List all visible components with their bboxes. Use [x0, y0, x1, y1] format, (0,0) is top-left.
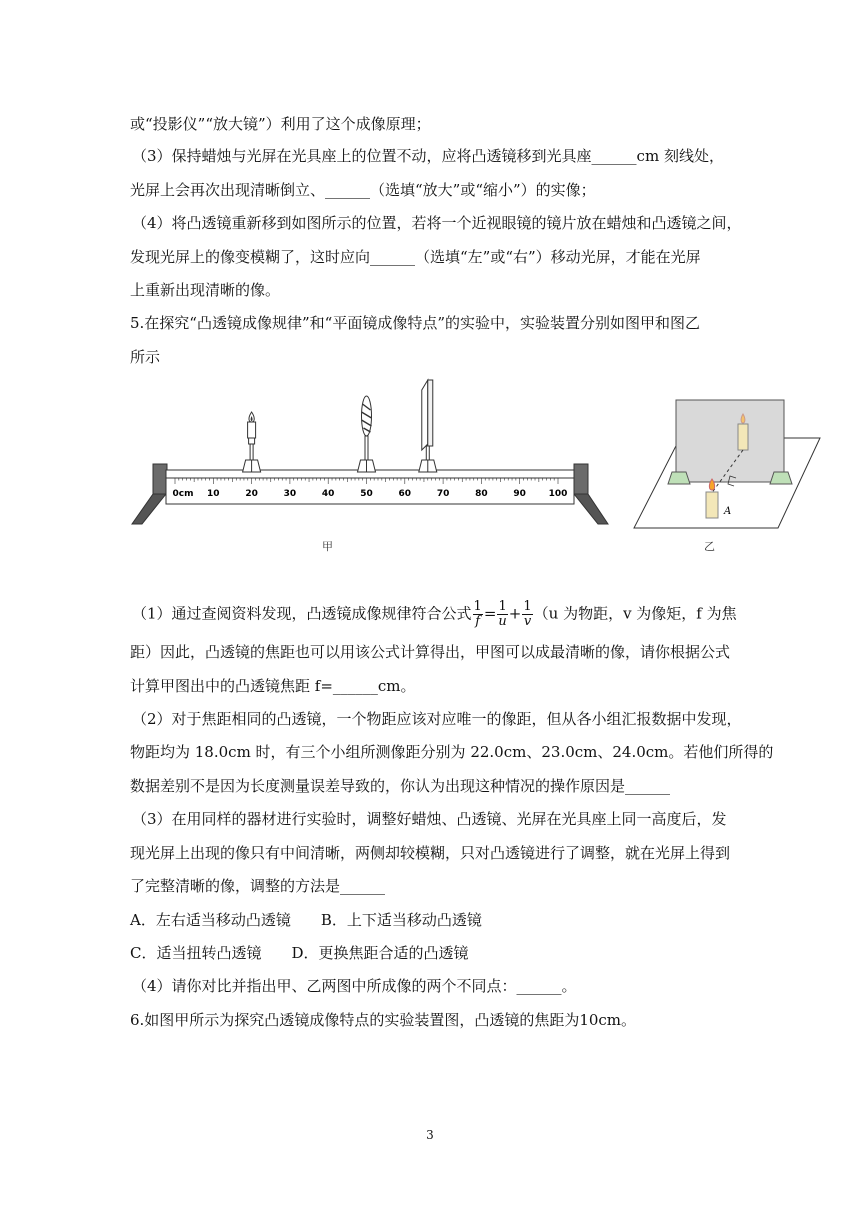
- figure-jia-optical-bench: [128, 372, 613, 530]
- text-line: 所示: [130, 348, 161, 366]
- scale-tick-label: 90: [513, 489, 526, 499]
- scale-tick-label: 10: [207, 489, 220, 499]
- text-line: 现光屏上出现的像只有中间清晰，两侧却较模糊，只对凸透镜进行了调整，就在光屏上得到: [130, 844, 731, 862]
- figure-jia-caption: 甲: [322, 540, 333, 553]
- question-5-part-1: [132, 600, 737, 629]
- text-line: 计算甲图出中的凸透镜焦距 f=______cm。: [130, 677, 416, 695]
- question-5: 5.在探究“凸透镜成像规律”和“平面镜成像特点”的实验中，实验装置分别如图甲和图乙: [130, 314, 700, 332]
- scale-tick-label: 100: [548, 489, 568, 499]
- text-line: 上重新出现清晰的像。: [130, 281, 281, 299]
- scale-tick-label: 20: [245, 489, 258, 499]
- page-number: 3: [426, 1128, 434, 1142]
- text-line: 光屏上会再次出现清晰倒立、______（选填“放大”或“缩小”）的实像；: [130, 181, 596, 199]
- scale-tick-label: 40: [321, 489, 335, 499]
- scale-tick-label: 60: [398, 489, 412, 499]
- question-5-part-3: （3）在用同样的器材进行实验时，调整好蜡烛、凸透镜、光屏在光具座上同一高度后，发: [132, 810, 727, 828]
- text-line: 了完整清晰的像，调整的方法是______: [130, 877, 386, 895]
- scale-tick-label: 50: [360, 489, 373, 499]
- text-line: 距）因此，凸透镜的焦距也可以用该公式计算得出，甲图可以成最清晰的像，请你根据公式: [130, 643, 731, 661]
- plus-sign: +: [508, 604, 522, 623]
- scale-tick-label: 30: [283, 489, 297, 499]
- option-line-cd: C．适当扭转凸透镜 D．更换焦距合适的凸透镜: [130, 944, 469, 962]
- question-5-part-2: （2）对于焦距相同的凸透镜，一个物距应该对应唯一的像距，但从各小组汇报数据中发现，: [132, 710, 742, 728]
- scale-tick-label: 70: [436, 489, 450, 499]
- scale-tick-label: 0cm: [172, 489, 194, 499]
- text-line: 或“投影仪”“放大镜”）利用了这个成像原理；: [130, 115, 431, 133]
- text-segment: （1）通过查阅资料发现，凸透镜成像规律符合公式: [132, 604, 472, 623]
- equals-sign: =: [483, 604, 497, 623]
- fraction-1-over-v: $\frac{1}{v}$: [523, 599, 532, 629]
- text-line: （4）将凸透镜重新移到如图所示的位置，若将一个近视眼镜的镜片放在蜡烛和凸透镜之间，: [132, 214, 742, 232]
- question-6: 6.如图甲所示为探究凸透镜成像特点的实验装置图，凸透镜的焦距为10cm。: [130, 1011, 637, 1029]
- text-line: 数据差别不是因为长度测量误差导致的，你认为出现这种情况的操作原因是______: [130, 777, 671, 795]
- label-A: A: [724, 506, 732, 517]
- fraction-1-over-u: $\frac{1}{u}$: [498, 599, 507, 629]
- figure-yi-plane-mirror: [632, 394, 824, 532]
- text-segment: （u 为物距，v 为像矩，f 为焦: [533, 604, 737, 623]
- text-line: 物距均为 18.0cm 时，有三个小组所测像距分别为 22.0cm、23.0cm、24.0cm。若他们所得的: [130, 743, 774, 761]
- text-line: 发现光屏上的像变模糊了，这时应向______（选填“左”或“右”）移动光屏，才能在光屏: [130, 248, 701, 266]
- fraction-1-over-f: $\frac{1}{f}$: [473, 599, 482, 629]
- question-5-part-4: （4）请你对比并指出甲、乙两图中所成像的两个不同点：______。: [132, 977, 577, 995]
- option-line-ab: A．左右适当移动凸透镜 B．上下适当移动凸透镜: [130, 911, 482, 929]
- text-line: （3）保持蜡烛与光屏在光具座上的位置不动，应将凸透镜移到光具座______cm 刻线处，: [132, 147, 724, 165]
- scale-tick-label: 80: [475, 489, 488, 499]
- figure-yi-caption: 乙: [704, 540, 715, 553]
